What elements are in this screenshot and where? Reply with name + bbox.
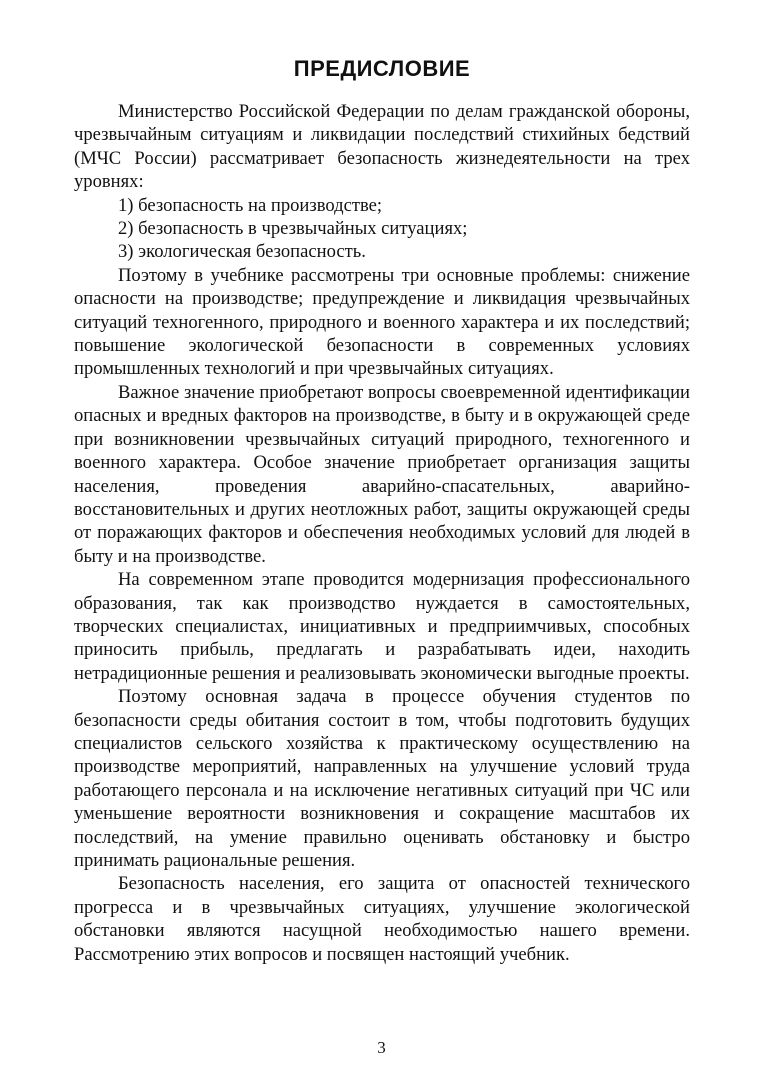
body-paragraph: Поэтому основная задача в процессе обучения студентов по безопасности среды обитания состоит в том, чтобы подготовить будущих специалистов сельского хозяйства к практическому осуществлению на производстве мероприятий, направленных на улучшение условий труда работающего персонала и на исключение негативных ситуаций при ЧС или уменьшение вероятности возникновения и сокращение масштабов их последствий, на умение правильно оценивать обстановку и быстро принимать рациональные решения. <box>74 686 690 871</box>
list-item: 3) экологическая безопасность. <box>118 241 366 263</box>
body-paragraph: Безопасность населения, его защита от опасностей технического прогресса и в чрезвычайных ситуациях, улучшение экологической обстановки являются насущной необходимостью нашего времени. Рассмотрению этих вопросов и посвящен настоящий учебник. <box>74 873 690 965</box>
list-item: 2) безопасность в чрезвычайных ситуациях; <box>118 218 468 240</box>
page-title: ПРЕДИСЛОВИЕ <box>293 56 471 81</box>
page-content <box>74 52 690 966</box>
intro-paragraph: Министерство Российской Федерации по делам гражданской обороны, чрезвычайным ситуациям и ликвидации последствий стихийных бедствий (МЧС России) рассматривает безопасность жизнедеятельности на трех уровнях: <box>74 101 690 193</box>
body-paragraph: На современном этапе проводится модернизация профессионального образования, так как производство нуждается в самостоятельных, творческих специалистах, инициативных и предприимчивых, способных приносить прибыль, предлагать и разрабатывать идеи, находить нетрадиционные решения и реализовывать экономически выгодные проекты. <box>74 569 690 684</box>
page-number: 3 <box>377 1038 386 1057</box>
body-paragraph: Важное значение приобретают вопросы своевременной идентификации опасных и вредных факторов на производстве, в быту и в окружающей среде при возникновении чрезвычайных ситуаций природного, техногенного и военного характера. Особое значение приобретает организация защиты населения, проведения аварийно-спасательных, аварийно-восстановительных и других неотложных работ, защиты окружающей среды от поражающих факторов и обеспечения необходимых условий для людей в быту и на производстве. <box>74 381 690 567</box>
list-item: 1) безопасность на производстве; <box>118 194 383 216</box>
body-paragraph: Поэтому в учебнике рассмотрены три основные проблемы: снижение опасности на производстве; предупреждение и ликвидация чрезвычайных ситуаций техногенного, природного и военного характера и их последствий; повышение экологической безопасности в современных условиях промышленных технологий и при чрезвычайных ситуациях. <box>74 264 690 380</box>
